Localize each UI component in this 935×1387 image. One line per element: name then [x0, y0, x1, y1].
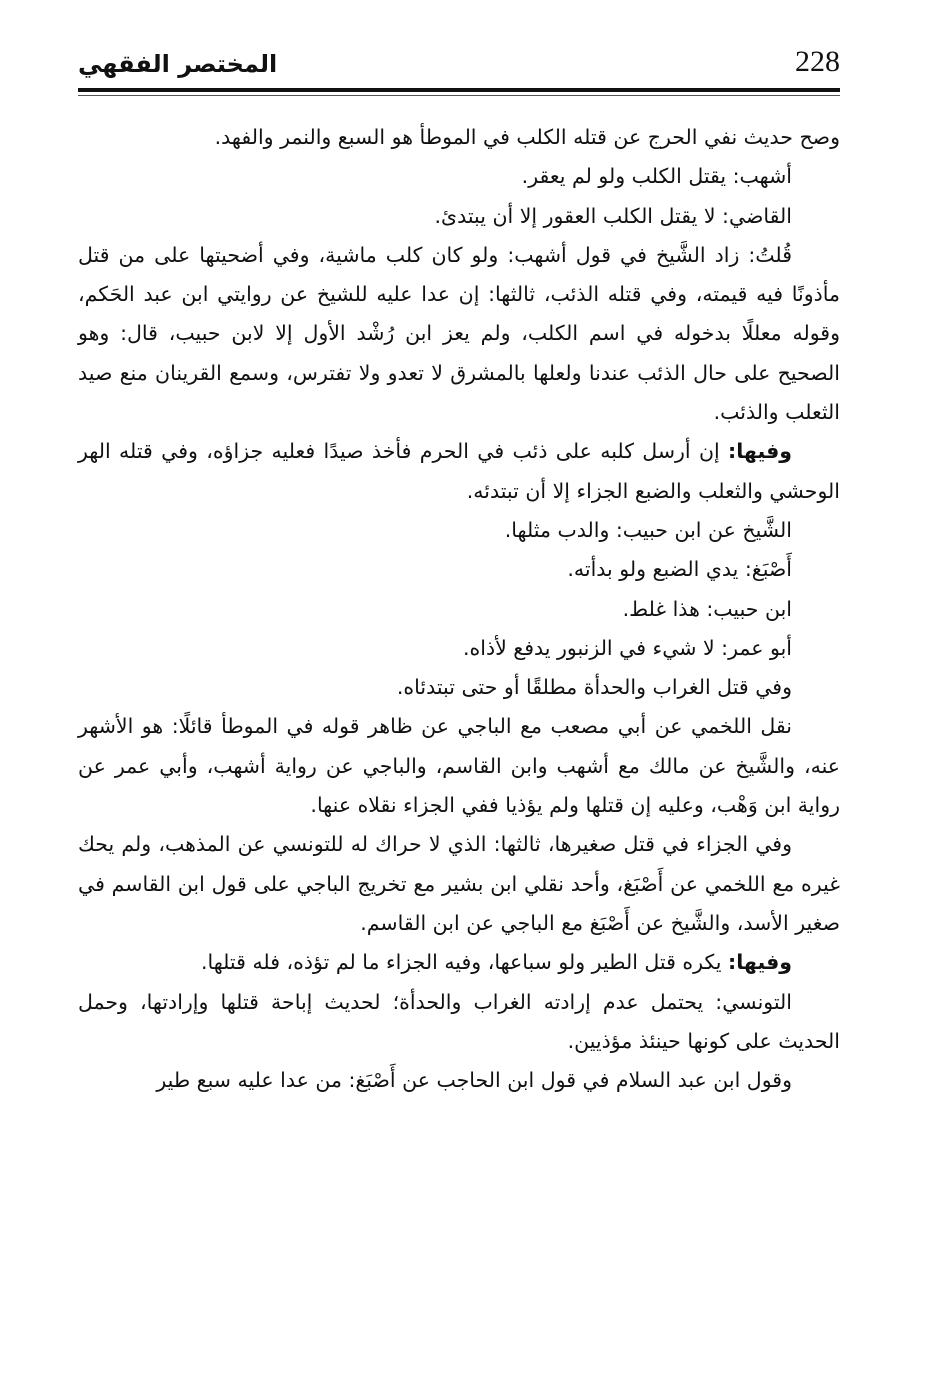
paragraph [78, 118, 840, 157]
paragraph-text: إن أرسل كلبه على ذئب في الحرم فأخذ صيدًا فعليه جزاؤه، وفي قتله الهر الوحشي والثعلب والضبع الجزاء إلا أن تبتدئه. [78, 439, 840, 503]
paragraph-text: وفي الجزاء في قتل صغيرها، ثالثها: الذي لا حراك له للتونسي عن المذهب، ولم يحك غيره مع اللخمي عن أَصْبَغ، وأحد نقلي ابن بشير مع تخريج الباجي على قول ابن القاسم في صغير الأسد، والشَّيخ عن أَصْبَغ مع الباجي عن ابن القاسم. [78, 832, 840, 935]
paragraph [78, 943, 840, 982]
paragraph [78, 511, 840, 550]
body-text [78, 118, 840, 1100]
paragraph [78, 550, 840, 589]
paragraph [78, 432, 840, 511]
paragraph [78, 668, 840, 707]
paragraph-text: ابن حبيب: هذا غلط. [622, 596, 792, 621]
paragraph [78, 236, 840, 432]
paragraph [78, 590, 840, 629]
paragraph-text: أَصْبَغ: يدي الضبع ولو بدأته. [567, 557, 792, 582]
paragraph [78, 1061, 840, 1100]
header-rule-thin [78, 95, 840, 96]
paragraph [78, 825, 840, 943]
paragraph [78, 983, 840, 1062]
running-title: المختصر الفقهي [78, 50, 278, 78]
paragraph-text: التونسي: يحتمل عدم إرادته الغراب والحدأة؛ لحديث إباحة قتلها وإرادتها، وحمل الحديث على كونها حينئذ مؤذيين. [78, 989, 840, 1053]
paragraph [78, 197, 840, 236]
paragraph-text: وفي قتل الغراب والحدأة مطلقًا أو حتى تبتدئاه. [396, 675, 792, 700]
paragraph-text: نقل اللخمي عن أبي مصعب مع الباجي عن ظاهر قوله في الموطأ قائلًا: هو الأشهر عنه، والشَّيخ عن مالك مع أشهب وابن القاسم، والباجي عن رواية أشهب، وأبي عمر عن رواية ابن وَهْب، وعليه إن قتلها ولم يؤذيا ففي الجزاء نقلاه عنها. [78, 714, 840, 818]
paragraph-text: القاضي: لا يقتل الكلب العقور إلا أن يبتدئ. [434, 203, 792, 228]
paragraph-text: أبو عمر: لا شيء في الزنبور يدفع لأذاه. [463, 635, 792, 660]
paragraph-text: وقول ابن عبد السلام في قول ابن الحاجب عن أَصْبَغ: من عدا عليه سبع طير [156, 1068, 792, 1093]
page-number: 228 [795, 45, 840, 78]
paragraph [78, 157, 840, 196]
paragraph-text: الشَّيخ عن ابن حبيب: والدب مثلها. [504, 517, 792, 542]
paragraph-text: قُلتُ: زاد الشَّيخ في قول أشهب: ولو كان كلب ماشية، وفي أضحيتها على من قتل مأذونًا فيه قيمته، وفي قتله الذئب، ثالثها: إن عدا عليه للشيخ عن روايتي ابن عبد الحَكم، وقوله معللًا بدخوله في اسم الكلب، ولم يعز ابن رُشْد الأول إلا لابن حبيب، قال: وهو الصحيح على حال الذئب عندنا ولعلها بالمشرق لا تعدو ولا تفترس، وسمع القرينان منع صيد الثعلب والذئب. [78, 242, 840, 425]
paragraph [78, 707, 840, 825]
paragraph [78, 629, 840, 668]
paragraph-text: وصح حديث نفي الحرج عن قتله الكلب في الموطأ هو السبع والنمر والفهد. [214, 125, 840, 149]
paragraph-text: أشهب: يقتل الكلب ولو لم يعقر. [521, 164, 792, 189]
paragraph-text: يكره قتل الطير ولو سباعها، وفيه الجزاء ما لم تؤذه، فله قتلها. [200, 950, 729, 975]
header-rule [78, 88, 840, 92]
paragraph-lead: وفيها: [728, 439, 792, 464]
paragraph-lead: وفيها: [728, 950, 792, 975]
page-header [78, 40, 840, 90]
